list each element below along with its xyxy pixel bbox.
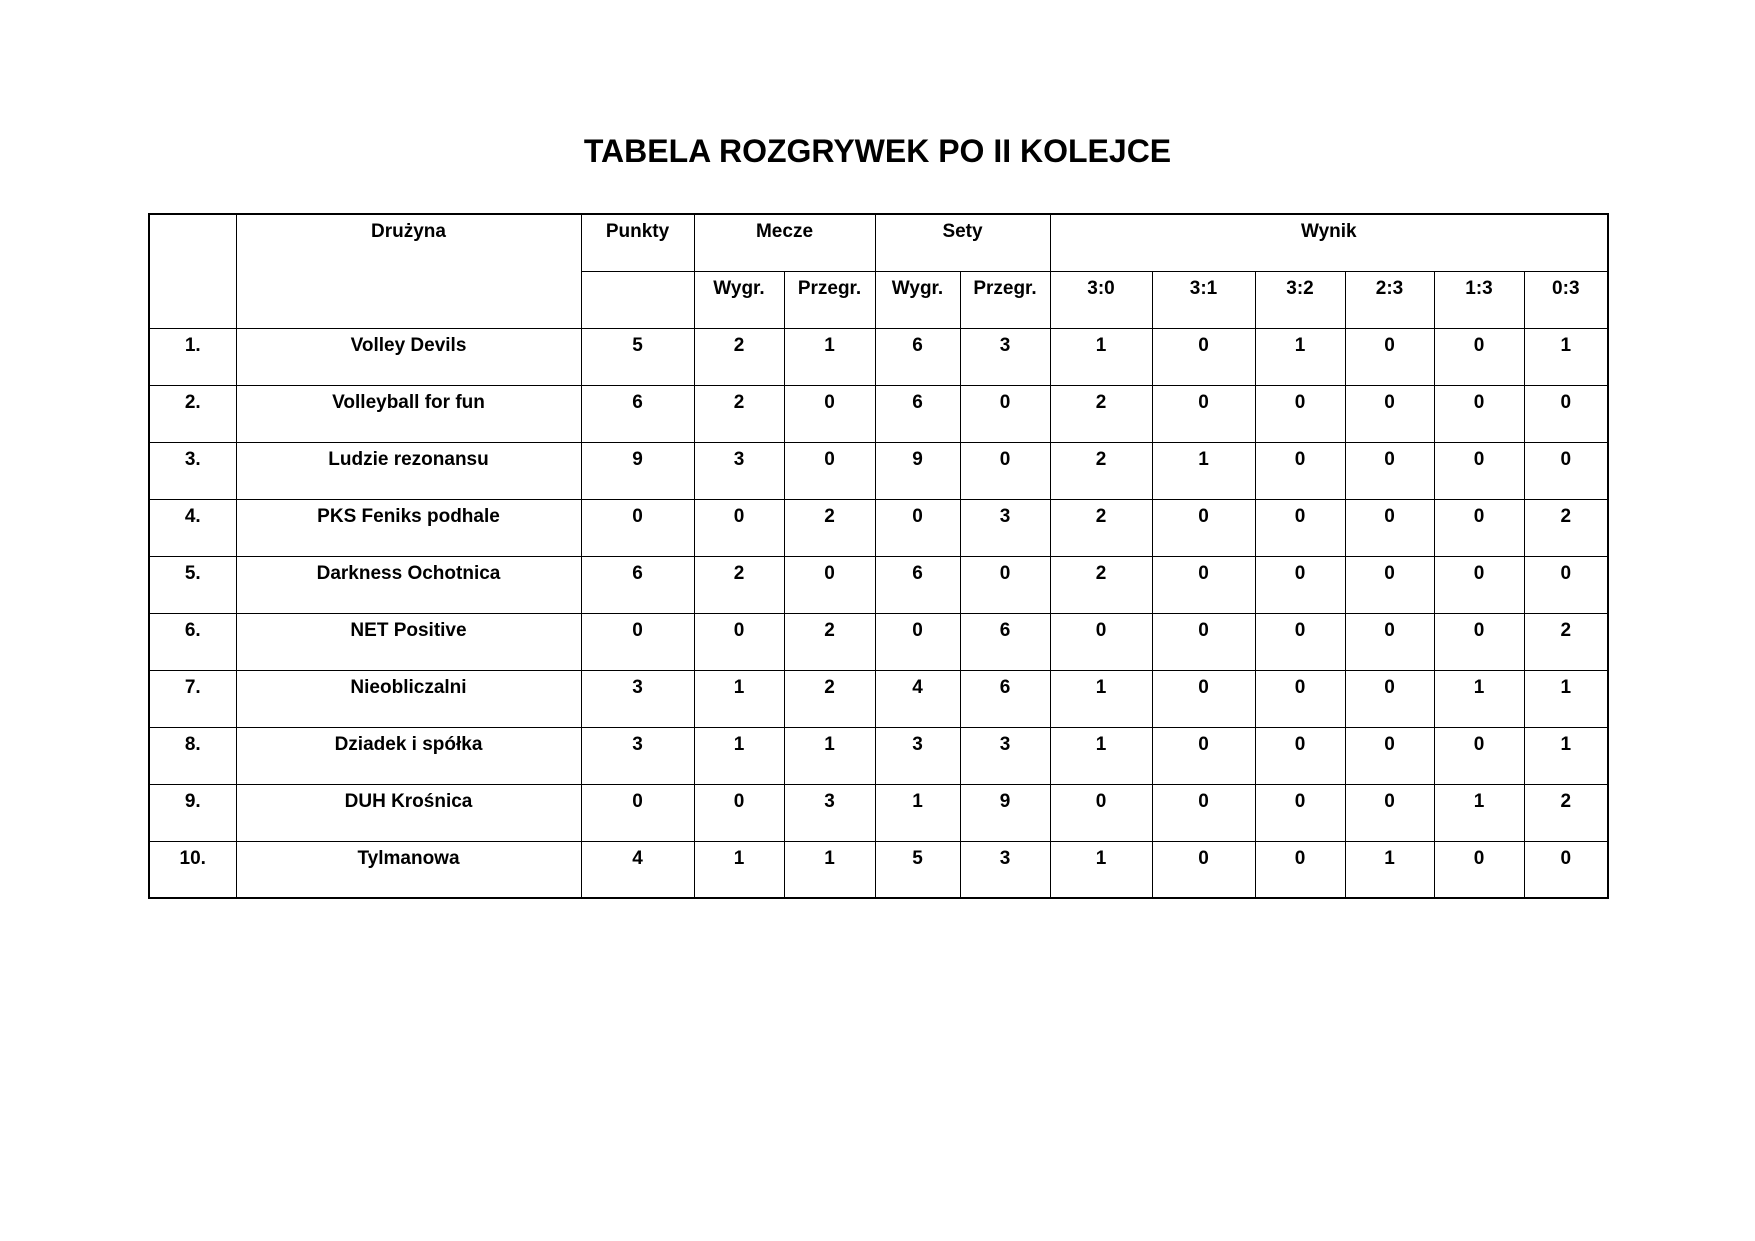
score-1-3-cell: 0 bbox=[1434, 613, 1524, 670]
score-0-3-cell: 2 bbox=[1524, 784, 1608, 841]
score-3-2-cell: 0 bbox=[1255, 499, 1345, 556]
score-0-3-cell: 2 bbox=[1524, 499, 1608, 556]
table-row bbox=[149, 670, 1608, 727]
points-cell: 3 bbox=[581, 727, 694, 784]
sets-won-cell: 6 bbox=[875, 385, 960, 442]
score-1-3-cell: 0 bbox=[1434, 328, 1524, 385]
matches-won-cell: 3 bbox=[694, 442, 784, 499]
score-2-3-cell: 0 bbox=[1345, 328, 1434, 385]
sets-won-cell: 3 bbox=[875, 727, 960, 784]
score-1-3-header: 1:3 bbox=[1434, 271, 1524, 328]
score-0-3-cell: 1 bbox=[1524, 328, 1608, 385]
score-3-1-cell: 0 bbox=[1152, 727, 1255, 784]
rank-cell: 9. bbox=[149, 784, 236, 841]
matches-lost-cell: 0 bbox=[784, 556, 875, 613]
score-3-1-cell: 0 bbox=[1152, 385, 1255, 442]
team-cell: Volley Devils bbox=[236, 328, 581, 385]
team-cell: Dziadek i spółka bbox=[236, 727, 581, 784]
score-3-0-cell: 2 bbox=[1050, 385, 1152, 442]
result-group-header: Wynik bbox=[1050, 214, 1608, 271]
rank-cell: 2. bbox=[149, 385, 236, 442]
points-cell: 3 bbox=[581, 670, 694, 727]
score-3-1-cell: 0 bbox=[1152, 556, 1255, 613]
team-column-header: Drużyna bbox=[236, 214, 581, 328]
score-3-2-cell: 0 bbox=[1255, 841, 1345, 898]
score-1-3-cell: 0 bbox=[1434, 727, 1524, 784]
matches-lost-cell: 2 bbox=[784, 613, 875, 670]
score-3-0-cell: 1 bbox=[1050, 727, 1152, 784]
score-2-3-cell: 0 bbox=[1345, 727, 1434, 784]
score-3-1-cell: 0 bbox=[1152, 499, 1255, 556]
table-row bbox=[149, 442, 1608, 499]
points-cell: 0 bbox=[581, 613, 694, 670]
sets-lost-cell: 3 bbox=[960, 841, 1050, 898]
matches-won-header: Wygr. bbox=[694, 271, 784, 328]
sets-lost-header: Przegr. bbox=[960, 271, 1050, 328]
team-cell: NET Positive bbox=[236, 613, 581, 670]
score-3-2-cell: 0 bbox=[1255, 727, 1345, 784]
matches-lost-cell: 0 bbox=[784, 442, 875, 499]
score-3-0-cell: 1 bbox=[1050, 841, 1152, 898]
table-row bbox=[149, 784, 1608, 841]
matches-lost-cell: 0 bbox=[784, 385, 875, 442]
league-table-body bbox=[149, 328, 1608, 898]
rank-cell: 10. bbox=[149, 841, 236, 898]
matches-won-cell: 0 bbox=[694, 613, 784, 670]
sets-lost-cell: 0 bbox=[960, 442, 1050, 499]
score-3-2-cell: 0 bbox=[1255, 385, 1345, 442]
score-2-3-cell: 0 bbox=[1345, 499, 1434, 556]
score-1-3-cell: 0 bbox=[1434, 499, 1524, 556]
score-2-3-cell: 0 bbox=[1345, 670, 1434, 727]
score-3-0-cell: 2 bbox=[1050, 556, 1152, 613]
score-1-3-cell: 0 bbox=[1434, 442, 1524, 499]
score-3-2-cell: 0 bbox=[1255, 670, 1345, 727]
sets-won-cell: 0 bbox=[875, 613, 960, 670]
score-2-3-cell: 0 bbox=[1345, 613, 1434, 670]
matches-won-cell: 2 bbox=[694, 385, 784, 442]
rank-cell: 3. bbox=[149, 442, 236, 499]
matches-lost-cell: 1 bbox=[784, 841, 875, 898]
score-3-2-cell: 0 bbox=[1255, 784, 1345, 841]
score-0-3-cell: 0 bbox=[1524, 442, 1608, 499]
matches-won-cell: 1 bbox=[694, 727, 784, 784]
table-row bbox=[149, 556, 1608, 613]
score-3-1-cell: 0 bbox=[1152, 841, 1255, 898]
rank-cell: 6. bbox=[149, 613, 236, 670]
score-2-3-cell: 1 bbox=[1345, 841, 1434, 898]
sets-won-cell: 6 bbox=[875, 556, 960, 613]
team-cell: Ludzie rezonansu bbox=[236, 442, 581, 499]
team-cell: Nieobliczalni bbox=[236, 670, 581, 727]
score-3-0-cell: 2 bbox=[1050, 442, 1152, 499]
score-0-3-cell: 1 bbox=[1524, 727, 1608, 784]
sets-lost-cell: 3 bbox=[960, 499, 1050, 556]
sets-won-header: Wygr. bbox=[875, 271, 960, 328]
score-1-3-cell: 0 bbox=[1434, 385, 1524, 442]
rank-cell: 8. bbox=[149, 727, 236, 784]
matches-won-cell: 1 bbox=[694, 841, 784, 898]
score-0-3-cell: 1 bbox=[1524, 670, 1608, 727]
matches-group-header: Mecze bbox=[694, 214, 875, 271]
score-1-3-cell: 1 bbox=[1434, 784, 1524, 841]
sets-lost-cell: 3 bbox=[960, 727, 1050, 784]
team-cell: DUH Krośnica bbox=[236, 784, 581, 841]
matches-won-cell: 0 bbox=[694, 784, 784, 841]
sets-won-cell: 1 bbox=[875, 784, 960, 841]
rank-cell: 5. bbox=[149, 556, 236, 613]
score-3-0-cell: 0 bbox=[1050, 613, 1152, 670]
score-3-1-header: 3:1 bbox=[1152, 271, 1255, 328]
points-cell: 4 bbox=[581, 841, 694, 898]
table-row bbox=[149, 328, 1608, 385]
rank-cell: 4. bbox=[149, 499, 236, 556]
score-3-1-cell: 0 bbox=[1152, 613, 1255, 670]
sets-lost-cell: 0 bbox=[960, 385, 1050, 442]
table-row bbox=[149, 499, 1608, 556]
score-3-1-cell: 0 bbox=[1152, 784, 1255, 841]
rank-cell: 7. bbox=[149, 670, 236, 727]
matches-won-cell: 1 bbox=[694, 670, 784, 727]
team-cell: Darkness Ochotnica bbox=[236, 556, 581, 613]
sets-lost-cell: 3 bbox=[960, 328, 1050, 385]
table-row bbox=[149, 841, 1608, 898]
points-column-header: Punkty bbox=[581, 214, 694, 271]
score-3-0-cell: 1 bbox=[1050, 328, 1152, 385]
rank-cell: 1. bbox=[149, 328, 236, 385]
sets-lost-cell: 9 bbox=[960, 784, 1050, 841]
team-cell: PKS Feniks podhale bbox=[236, 499, 581, 556]
score-3-1-cell: 0 bbox=[1152, 328, 1255, 385]
page-title: TABELA ROZGRYWEK PO II KOLEJCE bbox=[583, 133, 1172, 169]
sets-won-cell: 9 bbox=[875, 442, 960, 499]
score-3-0-header: 3:0 bbox=[1050, 271, 1152, 328]
score-3-1-cell: 0 bbox=[1152, 670, 1255, 727]
score-3-2-cell: 0 bbox=[1255, 556, 1345, 613]
score-0-3-header: 0:3 bbox=[1524, 271, 1608, 328]
score-0-3-cell: 0 bbox=[1524, 841, 1608, 898]
score-2-3-header: 2:3 bbox=[1345, 271, 1434, 328]
score-3-2-cell: 1 bbox=[1255, 328, 1345, 385]
table-row bbox=[149, 727, 1608, 784]
rank-column-header bbox=[149, 214, 236, 328]
sets-won-cell: 6 bbox=[875, 328, 960, 385]
matches-lost-cell: 2 bbox=[784, 499, 875, 556]
score-0-3-cell: 0 bbox=[1524, 385, 1608, 442]
points-cell: 5 bbox=[581, 328, 694, 385]
matches-lost-header: Przegr. bbox=[784, 271, 875, 328]
sets-group-header: Sety bbox=[875, 214, 1050, 271]
header-row-groups bbox=[149, 214, 1608, 271]
points-cell: 0 bbox=[581, 499, 694, 556]
score-0-3-cell: 0 bbox=[1524, 556, 1608, 613]
matches-lost-cell: 1 bbox=[784, 328, 875, 385]
sets-won-cell: 4 bbox=[875, 670, 960, 727]
matches-lost-cell: 2 bbox=[784, 670, 875, 727]
table-row bbox=[149, 385, 1608, 442]
sets-won-cell: 5 bbox=[875, 841, 960, 898]
score-1-3-cell: 0 bbox=[1434, 841, 1524, 898]
sets-lost-cell: 6 bbox=[960, 670, 1050, 727]
score-0-3-cell: 2 bbox=[1524, 613, 1608, 670]
score-2-3-cell: 0 bbox=[1345, 385, 1434, 442]
score-2-3-cell: 0 bbox=[1345, 556, 1434, 613]
score-1-3-cell: 0 bbox=[1434, 556, 1524, 613]
points-cell: 9 bbox=[581, 442, 694, 499]
matches-lost-cell: 3 bbox=[784, 784, 875, 841]
points-sub-header bbox=[581, 271, 694, 328]
score-3-2-header: 3:2 bbox=[1255, 271, 1345, 328]
score-3-1-cell: 1 bbox=[1152, 442, 1255, 499]
table-row bbox=[149, 613, 1608, 670]
sets-won-cell: 0 bbox=[875, 499, 960, 556]
score-1-3-cell: 1 bbox=[1434, 670, 1524, 727]
league-table bbox=[148, 213, 1609, 899]
score-3-2-cell: 0 bbox=[1255, 613, 1345, 670]
score-3-0-cell: 1 bbox=[1050, 670, 1152, 727]
matches-won-cell: 2 bbox=[694, 328, 784, 385]
matches-won-cell: 0 bbox=[694, 499, 784, 556]
matches-won-cell: 2 bbox=[694, 556, 784, 613]
points-cell: 6 bbox=[581, 556, 694, 613]
score-3-0-cell: 2 bbox=[1050, 499, 1152, 556]
matches-lost-cell: 1 bbox=[784, 727, 875, 784]
team-cell: Tylmanowa bbox=[236, 841, 581, 898]
points-cell: 0 bbox=[581, 784, 694, 841]
team-cell: Volleyball for fun bbox=[236, 385, 581, 442]
sets-lost-cell: 0 bbox=[960, 556, 1050, 613]
score-2-3-cell: 0 bbox=[1345, 442, 1434, 499]
score-3-2-cell: 0 bbox=[1255, 442, 1345, 499]
score-2-3-cell: 0 bbox=[1345, 784, 1434, 841]
points-cell: 6 bbox=[581, 385, 694, 442]
sets-lost-cell: 6 bbox=[960, 613, 1050, 670]
score-3-0-cell: 0 bbox=[1050, 784, 1152, 841]
